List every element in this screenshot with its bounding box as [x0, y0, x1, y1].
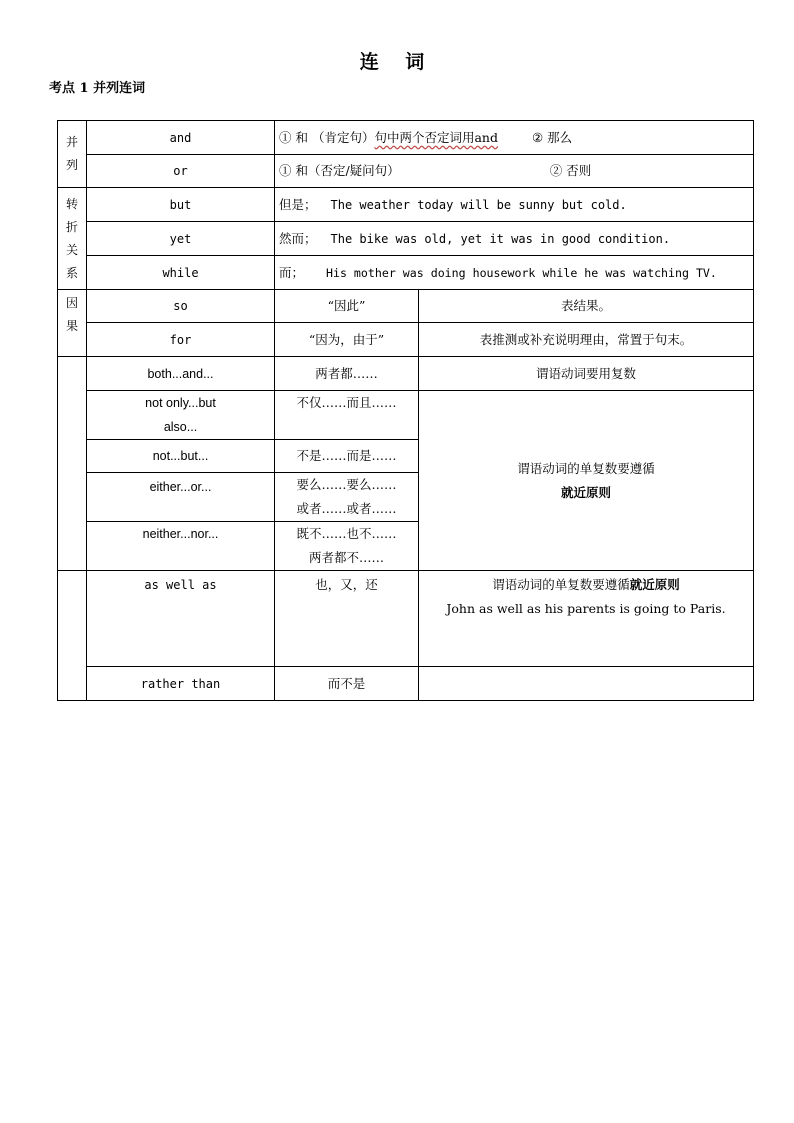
- page-title: 连 词: [359, 51, 435, 73]
- table-row: [58, 188, 754, 222]
- meaning-cell: 而不是: [275, 667, 419, 701]
- category-empty: [58, 571, 87, 701]
- usage-cell: 而； His mother was doing housework while he was watching TV.: [275, 256, 754, 290]
- usage-cell: 表结果。: [419, 290, 754, 323]
- conjunction-table: [57, 120, 754, 701]
- conjunction-cell: neither...nor...: [87, 522, 275, 571]
- usage-cell: ① 和 （肯定句）句中两个否定词用and ② 那么: [275, 121, 754, 155]
- meaning-cell: 不是……而是……: [275, 440, 419, 473]
- usage-cell: 谓语动词的单复数要遵循 就近原则: [419, 391, 754, 571]
- conjunction-cell: and: [87, 121, 275, 155]
- table-row: [58, 121, 754, 155]
- table-row: [58, 357, 754, 391]
- usage-cell: 然而； The bike was old, yet it was in good condition.: [275, 222, 754, 256]
- conjunction-cell: for: [87, 323, 275, 357]
- conjunction-cell: not only...but also...: [87, 391, 275, 440]
- conjunction-cell: both...and...: [87, 357, 275, 391]
- meaning-cell: 不仅……而且……: [275, 391, 419, 440]
- table-row: [58, 667, 754, 701]
- table-row: [58, 391, 754, 440]
- table-row: [58, 222, 754, 256]
- usage-cell: 谓语动词的单复数要遵循就近原则 John as well as his parents is going to Paris.: [419, 571, 754, 667]
- meaning-cell: 要么……要么…… 或者……或者……: [275, 473, 419, 522]
- conjunction-cell: but: [87, 188, 275, 222]
- proximity-rule-bold: 就近原则: [560, 484, 611, 500]
- conjunction-cell: while: [87, 256, 275, 290]
- table-row: [58, 323, 754, 357]
- category-empty: [58, 357, 87, 571]
- conjunction-cell: yet: [87, 222, 275, 256]
- conjunction-cell: rather than: [87, 667, 275, 701]
- meaning-cell: “因为，由于”: [275, 323, 419, 357]
- meaning-cell: “因此”: [275, 290, 419, 323]
- example-sentence: The bike was old, yet it was in good condition.: [330, 231, 671, 246]
- usage-cell: 表推测或补充说明理由，常置于句末。: [419, 323, 754, 357]
- conjunction-cell: as well as: [87, 571, 275, 667]
- example-sentence: John as well as his parents is going to Paris.: [446, 601, 726, 616]
- usage-cell: 但是； The weather today will be sunny but cold.: [275, 188, 754, 222]
- meaning-cell: 既不……也不…… 两者都不……: [275, 522, 419, 571]
- meaning-cell: 也，又，还: [275, 571, 419, 667]
- usage-cell: ① 和（否定/疑问句） ② 否则: [275, 155, 754, 188]
- table-row: [58, 256, 754, 290]
- category-causal: 因 果: [58, 290, 87, 357]
- usage-cell: [419, 667, 754, 701]
- example-sentence: The weather today will be sunny but cold.: [330, 197, 627, 212]
- usage-cell: 谓语动词要用复数: [419, 357, 754, 391]
- table-row: [58, 571, 754, 667]
- conjunction-cell: either...or...: [87, 473, 275, 522]
- proximity-rule-bold: 就近原则: [629, 577, 680, 592]
- table-row: [58, 155, 754, 188]
- conjunction-cell: not...but...: [87, 440, 275, 473]
- conjunction-cell: so: [87, 290, 275, 323]
- category-adversative: 转 折 关 系: [58, 188, 87, 290]
- wavy-note: 句中两个否定词用and: [374, 129, 498, 145]
- example-sentence: His mother was doing housework while he was watching TV.: [326, 265, 717, 280]
- meaning-cell: 两者都……: [275, 357, 419, 391]
- conjunction-cell: or: [87, 155, 275, 188]
- section-heading: 考点 1 并列连词: [49, 81, 146, 96]
- table-row: [58, 290, 754, 323]
- category-coordinate: 并 列: [58, 121, 87, 188]
